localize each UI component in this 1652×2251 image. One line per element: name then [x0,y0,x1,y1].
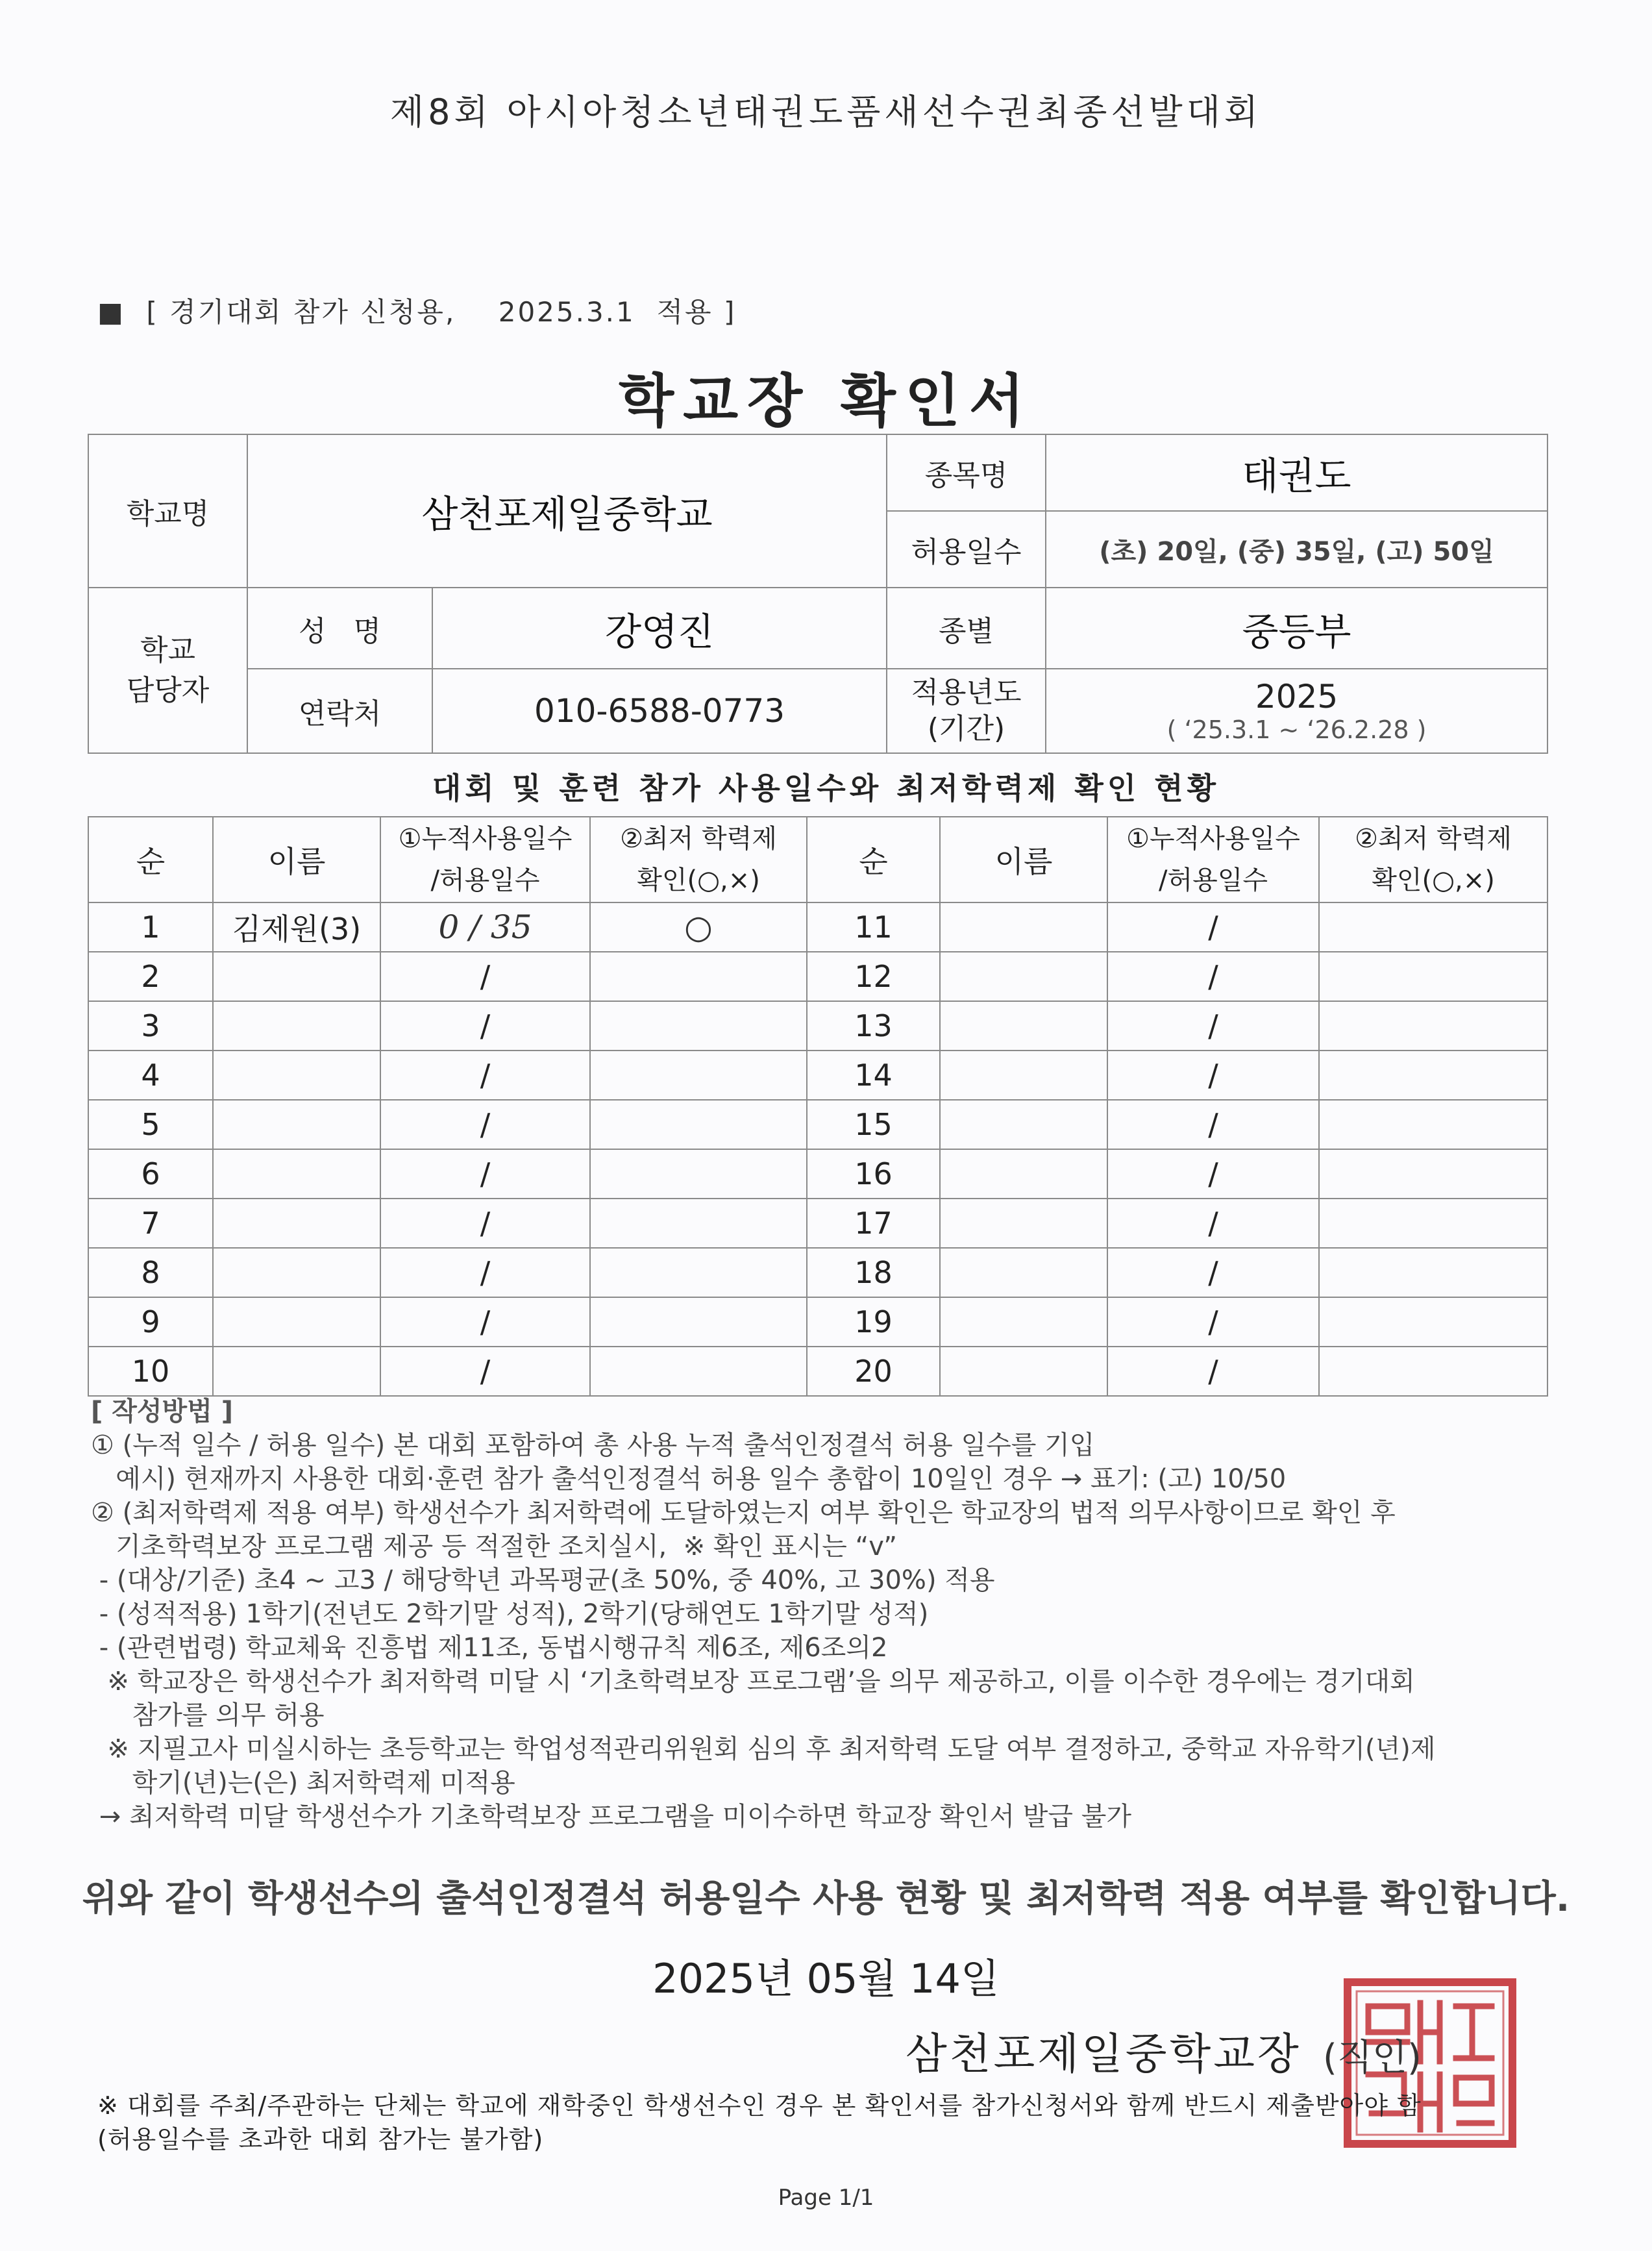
col-name-right: 이름 [940,817,1107,902]
sport-value: 태권도 [1046,434,1547,511]
year-cell [1046,669,1547,753]
usage-days: / [380,1100,590,1149]
student-name: 김제원(3) [213,902,380,952]
table-row [88,1051,1547,1100]
row-no: 1 [88,902,213,952]
guide-line: → 최저학력 미달 학생선수가 기초학력보장 프로그램을 미이수하면 학교장 확인서 발급 불가 [91,1802,1132,1832]
table-row [88,1199,1547,1248]
usage-days: / [380,952,590,1001]
year-label: 적용년도 (기간) [887,669,1046,753]
info-table [88,434,1548,754]
guide-line: ① (누적 일수 / 허용 일수) 본 대회 포함하여 총 사용 누적 출석인정결석 허용 일수를 기입 [91,1430,1095,1460]
row-no: 19 [807,1297,940,1347]
usage-table [88,816,1548,1397]
col-name: 이름 [213,817,380,902]
usage-days: / [380,1297,590,1347]
usage-days: / [380,1248,590,1297]
table-row [88,1248,1547,1297]
student-name [940,1297,1107,1347]
student-name [213,1100,380,1149]
footnote-line: (허용일수를 초과한 대회 참가는 불가함) [97,2125,544,2154]
row-no: 3 [88,1001,213,1051]
usage-days: / [1107,1100,1319,1149]
row-no: 10 [88,1347,213,1396]
table-row [88,1001,1547,1051]
competition-title: 제8회 아시아청소년태권도품새선수권최종선발대회 [389,92,1263,132]
contact-value: 010-6588-0773 [432,669,887,753]
min-academic-check [1319,1051,1547,1100]
guide-line: 예시) 현재까지 사용한 대회·훈련 참가 출석인정결석 허용 일수 총합이 10일인 경우 → 표기: (고) 10/50 [91,1464,1287,1494]
row-no: 11 [807,902,940,952]
student-name [940,1149,1107,1199]
confirmation-statement: 위와 같이 학생선수의 출석인정결석 허용일수 사용 현황 및 최저학력 적용 여부를 확인합니다. [82,1878,1570,1920]
student-name [213,1199,380,1248]
row-no: 13 [807,1001,940,1051]
division-value: 중등부 [1046,588,1547,669]
student-name [940,1001,1107,1051]
allowed-days-label: 허용일수 [887,511,1046,588]
min-academic-check [590,1051,807,1100]
school-label: 학교명 [88,434,247,588]
row-no: 8 [88,1248,213,1297]
row-no: 17 [807,1199,940,1248]
student-name [940,1100,1107,1149]
period-value: ( ‘25.3.1 ~ ‘26.2.28 ) [1166,715,1427,744]
guide-line: ② (최저학력제 적용 여부) 학생선수가 최저학력에 도달하였는지 여부 확인은 학교장의 법적 의무사항이므로 확인 후 [91,1498,1396,1528]
usage-days: 0 / 35 [380,902,590,952]
min-academic-check [590,1199,807,1248]
min-academic-check [1319,1199,1547,1248]
footnote-line: ※ 대회를 주최/주관하는 단체는 학교에 재학중인 학생선수인 경우 본 확인서를 참가신청서와 함께 반드시 제출받아야 함 [97,2091,1422,2120]
usage-days: / [1107,952,1319,1001]
guide-line: 참가를 의무 허용 [91,1700,325,1730]
guide-line: - (대상/기준) 초4 ~ 고3 / 해당학년 과목평균(초 50%, 중 40%, 고 30%) 적용 [91,1565,995,1595]
signer-name: 삼천포제일중학교장 [906,2029,1301,2079]
row-no: 18 [807,1248,940,1297]
guide-line: - (성적적용) 1학기(전년도 2학기말 성적), 2학기(당해연도 1학기말 성적) [91,1599,929,1629]
page-number: Page 1/1 [778,2185,874,2211]
usage-section-title: 대회 및 훈련 참가 사용일수와 최저학력제 확인 현황 [432,771,1220,806]
table-row [88,1297,1547,1347]
min-academic-check [590,1347,807,1396]
year-value: 2025 [1255,678,1338,715]
min-academic-check [590,1100,807,1149]
usage-days: / [380,1149,590,1199]
min-academic-check [1319,902,1547,952]
col-no-right: 순 [807,817,940,902]
student-name [940,1051,1107,1100]
guide-line: ※ 학교장은 학생선수가 최저학력 미달 시 ‘기초학력보장 프로그램’을 의무 제공하고, 이를 이수한 경우에는 경기대회 [91,1667,1415,1697]
student-name [940,952,1107,1001]
min-academic-check [1319,1347,1547,1396]
guide-line: - (관련법령) 학교체육 진흥법 제11조, 동법시행규칙 제6조, 제6조의2 [91,1633,888,1663]
min-academic-check [590,1248,807,1297]
student-name [213,1051,380,1100]
school-value: 삼천포제일중학교 [247,434,887,588]
row-no: 20 [807,1347,940,1396]
contact-label: 연락처 [247,669,432,753]
document-title: 학교장 확인서 [619,367,1033,434]
min-academic-check [1319,1100,1547,1149]
table-row [88,1100,1547,1149]
division-label: 종별 [887,588,1046,669]
student-name [213,1347,380,1396]
min-academic-check [1319,1297,1547,1347]
student-name [213,1149,380,1199]
row-no: 4 [88,1051,213,1100]
student-name [213,1297,380,1347]
guide-line: 학기(년)는(은) 최저학력제 미적용 [91,1768,515,1798]
col-check: ②최저 학력제 확인(○,×) [590,817,807,902]
col-no: 순 [88,817,213,902]
min-academic-check [590,1001,807,1051]
usage-days: / [1107,1347,1319,1396]
min-academic-check [590,952,807,1001]
guide-heading: [ 작성방법 ] [91,1397,233,1426]
col-days: ①누적사용일수 /허용일수 [380,817,590,902]
footnote [97,2089,1422,2156]
min-academic-check: ○ [590,902,807,952]
student-name [213,1248,380,1297]
form-note: ■ [ 경기대회 참가 신청용, 2025.3.1 적용 ] [97,296,737,328]
student-name [940,902,1107,952]
issue-date: 2025년 05월 14일 [652,1955,1000,2002]
seal-label: (직인) [1323,2037,1422,2079]
student-name [213,1001,380,1051]
table-row [88,902,1547,952]
sport-label: 종목명 [887,434,1046,511]
table-row [88,1347,1547,1396]
min-academic-check [590,1149,807,1199]
row-no: 9 [88,1297,213,1347]
usage-days: / [380,1001,590,1051]
manager-label: 학교 담당자 [88,588,247,753]
guide-line: 기초학력보장 프로그램 제공 등 적절한 조치실시, ※ 확인 표시는 “v” [91,1532,897,1561]
student-name [940,1347,1107,1396]
table-row [88,952,1547,1001]
col-check-right: ②최저 학력제 확인(○,×) [1319,817,1547,902]
row-no: 12 [807,952,940,1001]
min-academic-check [590,1297,807,1347]
name-label: 성 명 [247,588,432,669]
table-row [88,1149,1547,1199]
usage-days: / [1107,1149,1319,1199]
usage-days: / [1107,1248,1319,1297]
usage-days: / [1107,1297,1319,1347]
usage-days: / [1107,902,1319,952]
col-days-right: ①누적사용일수 /허용일수 [1107,817,1319,902]
usage-days: / [380,1347,590,1396]
usage-days: / [1107,1051,1319,1100]
row-no: 2 [88,952,213,1001]
row-no: 16 [807,1149,940,1199]
usage-days: / [380,1199,590,1248]
student-name [213,952,380,1001]
min-academic-check [1319,1248,1547,1297]
min-academic-check [1319,952,1547,1001]
student-name [940,1248,1107,1297]
writing-guide [91,1395,1571,1834]
row-no: 6 [88,1149,213,1199]
guide-line: ※ 지필고사 미실시하는 초등학교는 학업성적관리위원회 심의 후 최저학력 도달 여부 결정하고, 중학교 자유학기(년)제 [91,1734,1436,1764]
usage-days: / [1107,1199,1319,1248]
usage-days: / [1107,1001,1319,1051]
usage-days: / [380,1051,590,1100]
row-no: 15 [807,1100,940,1149]
student-name [940,1199,1107,1248]
min-academic-check [1319,1149,1547,1199]
manager-name: 강영진 [432,588,887,669]
row-no: 7 [88,1199,213,1248]
allowed-days-value: (초) 20일, (중) 35일, (고) 50일 [1046,511,1547,588]
row-no: 14 [807,1051,940,1100]
usage-header-row [88,817,1547,902]
row-no: 5 [88,1100,213,1149]
min-academic-check [1319,1001,1547,1051]
